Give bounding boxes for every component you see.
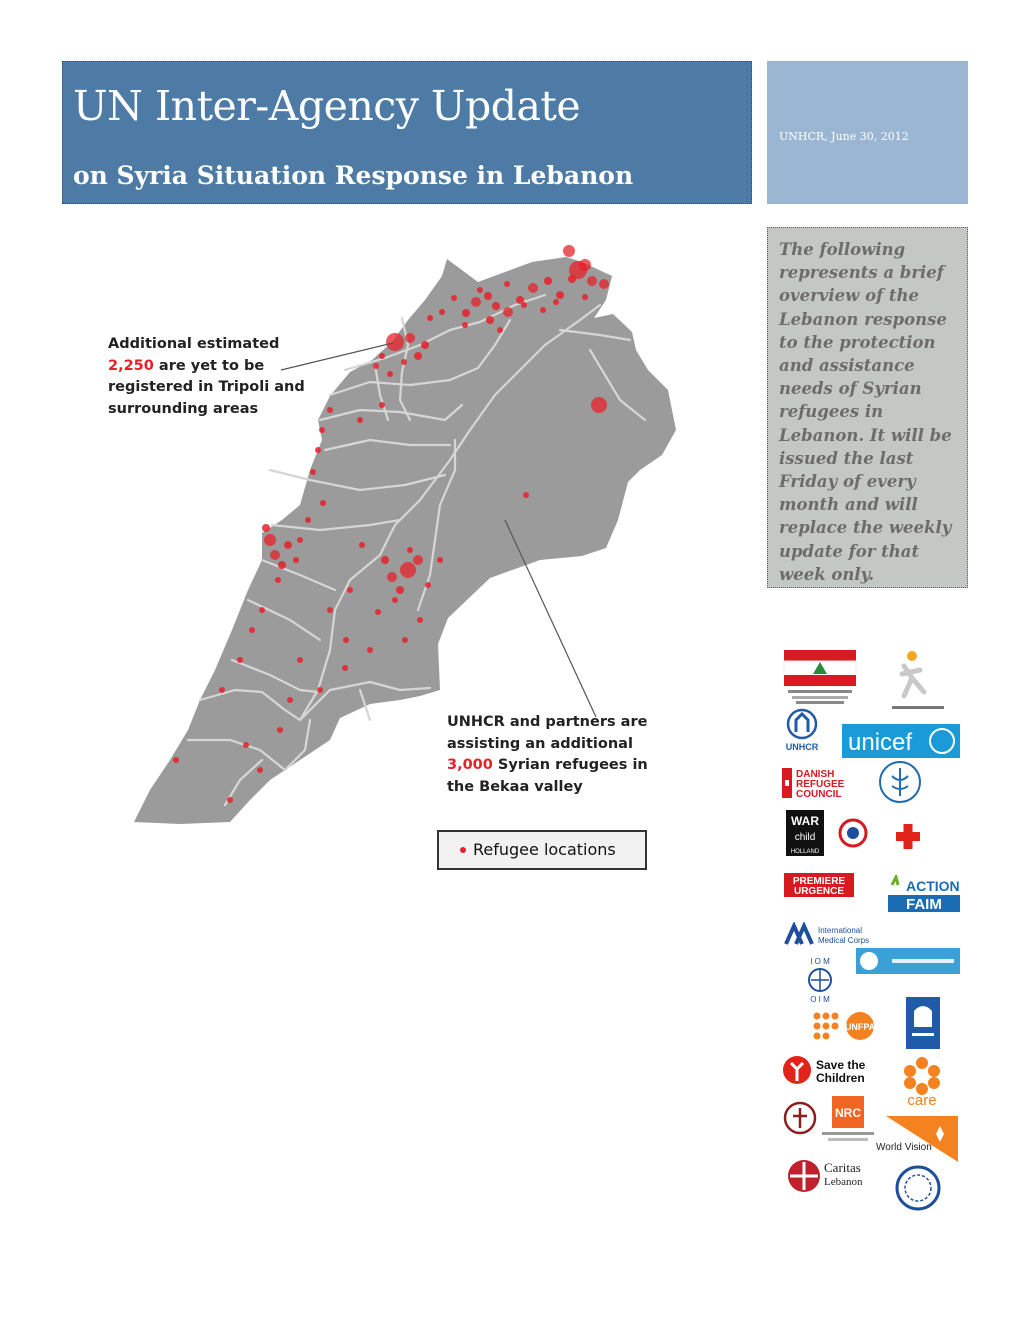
ministry-social-affairs-logo: [884, 648, 950, 714]
refugee-location-marker: [471, 297, 481, 307]
refugee-location-marker: [544, 277, 552, 285]
refugee-location-marker: [379, 353, 385, 359]
refugee-location-marker: [492, 302, 500, 310]
world-vision-logo: [874, 1112, 960, 1164]
humanitarian-organization-circular-logo: [894, 1164, 942, 1212]
refugee-location-marker: [277, 727, 283, 733]
qatar-charity-logo: [902, 993, 944, 1053]
refugee-location-marker: [437, 557, 443, 563]
refugee-location-marker: [343, 637, 349, 643]
legend-label: Refugee locations: [473, 840, 616, 859]
refugee-location-marker: [400, 562, 416, 578]
premiere-urgence-logo: [784, 873, 854, 905]
refugee-location-marker: [359, 542, 365, 548]
refugee-location-marker: [427, 315, 433, 321]
refugee-location-marker: [259, 607, 265, 613]
refugee-location-marker: [503, 307, 513, 317]
lebanon-government-logo: [782, 648, 858, 706]
refugee-location-marker: [396, 586, 404, 594]
svg-text:child: child: [794, 832, 816, 843]
svg-text:COUNCIL: COUNCIL: [796, 789, 842, 800]
svg-text:Children: Children: [816, 1071, 865, 1085]
svg-text:unicef: unicef: [848, 729, 913, 756]
refugee-location-marker: [293, 557, 299, 563]
refugee-location-marker: [582, 294, 588, 300]
action-contre-la-faim-logo: [886, 875, 962, 913]
refugee-location-marker: [451, 295, 457, 301]
refugee-location-marker: [568, 275, 576, 283]
svg-text:DANISH: DANISH: [796, 769, 835, 780]
refugee-location-marker: [439, 309, 445, 315]
refugee-location-marker: [375, 609, 381, 615]
organization-emblem-icon: [838, 818, 868, 848]
international-medical-corps-logo: [784, 922, 880, 946]
unicef-logo: [842, 724, 960, 758]
religious-organization-emblem: [782, 1100, 818, 1136]
svg-text:UNHCR: UNHCR: [785, 742, 819, 752]
refugee-location-marker: [342, 665, 348, 671]
refugee-location-marker: [327, 607, 333, 613]
war-child-logo: [786, 810, 824, 856]
svg-text:REFUGEE: REFUGEE: [796, 779, 845, 790]
refugee-location-marker: [402, 637, 408, 643]
refugee-location-marker: [262, 524, 270, 532]
svg-text:ACTION: ACTION: [906, 878, 960, 894]
refugee-location-marker: [347, 587, 353, 593]
refugee-location-marker: [425, 582, 431, 588]
refugee-location-marker: [278, 561, 286, 569]
refugee-location-marker: [521, 302, 527, 308]
refugee-location-marker: [407, 547, 413, 553]
svg-text:O I M: O I M: [810, 995, 830, 1004]
refugee-location-marker: [249, 627, 255, 633]
refugee-location-marker: [373, 363, 379, 369]
refugee-location-marker: [237, 657, 243, 663]
refugee-location-marker: [591, 397, 607, 413]
publication-date: UNHCR, June 30, 2012: [779, 130, 909, 143]
refugee-location-marker: [357, 417, 363, 423]
unhcr-logo: [782, 708, 822, 752]
refugee-location-marker: [257, 767, 263, 773]
refugee-location-marker: [297, 537, 303, 543]
refugee-location-marker: [540, 307, 546, 313]
intro-text: The following represents a brief overview of the Lebanon response to the protection and assistance needs of Syrian refugees in Lebanon. It will be issued the last Friday of every month and will replace the weekly update for that week only.: [779, 240, 952, 584]
map-legend: [437, 830, 647, 870]
nrc-logo: [820, 1094, 876, 1144]
welfare-association-banner-logo: [856, 948, 960, 974]
refugee-location-marker: [264, 534, 276, 546]
svg-text:care: care: [907, 1092, 937, 1107]
refugee-location-marker: [297, 657, 303, 663]
svg-text:URGENCE: URGENCE: [793, 886, 845, 897]
bekaa-annotation: UNHCR and partners are assisting an additional 3,000 Syrian refugees in the Bekaa valley: [447, 714, 648, 795]
refugee-location-marker: [387, 371, 393, 377]
refugee-location-marker: [553, 299, 559, 305]
svg-text:UNFPA: UNFPA: [844, 1022, 876, 1032]
refugee-location-marker: [556, 291, 564, 299]
refugee-location-marker: [243, 742, 249, 748]
danish-refugee-council-logo: [782, 766, 848, 800]
svg-text:Save the: Save the: [816, 1058, 866, 1072]
refugee-location-marker: [599, 279, 609, 289]
refugee-location-marker: [287, 697, 293, 703]
refugee-location-marker: [405, 333, 415, 343]
legend-marker-icon: [460, 847, 466, 853]
refugee-location-marker: [315, 447, 321, 453]
refugee-location-marker: [317, 687, 323, 693]
refugee-location-marker: [462, 322, 468, 328]
refugee-location-marker: [401, 359, 407, 365]
svg-text:FAIM: FAIM: [906, 896, 942, 913]
refugee-location-marker: [270, 550, 280, 560]
svg-text:PREMIERE: PREMIERE: [792, 876, 846, 887]
iom-logo: [800, 955, 840, 1005]
refugee-location-marker: [417, 617, 423, 623]
refugee-location-marker: [320, 500, 326, 506]
refugee-location-marker: [523, 492, 529, 498]
page-title: UN Inter-Agency Update: [73, 82, 581, 130]
svg-text:Medical Corps: Medical Corps: [818, 936, 870, 945]
refugee-location-marker: [319, 427, 325, 433]
tripoli-number: 2,250: [108, 357, 154, 374]
tripoli-annotation: Additional estimated 2,250 are yet to be registered in Tripoli and surrounding areas: [108, 336, 305, 417]
svg-text:Lebanon: Lebanon: [824, 1176, 863, 1188]
refugee-location-marker: [379, 402, 385, 408]
refugee-location-marker: [497, 327, 503, 333]
refugee-location-marker: [387, 572, 397, 582]
unfpa-logo: [812, 1010, 878, 1044]
bekaa-number: 3,000: [447, 757, 493, 773]
refugee-location-marker: [484, 292, 492, 300]
svg-text:NRC: NRC: [835, 1106, 861, 1120]
refugee-location-marker: [392, 597, 398, 603]
refugee-location-marker: [284, 541, 292, 549]
refugee-location-marker: [504, 281, 510, 287]
refugee-location-marker: [563, 245, 575, 257]
refugee-location-marker: [386, 333, 404, 351]
refugee-location-marker: [421, 341, 429, 349]
svg-text:HOLLAND: HOLLAND: [790, 849, 820, 855]
refugee-location-marker: [219, 687, 225, 693]
refugee-location-marker: [462, 309, 470, 317]
refugee-location-marker: [173, 757, 179, 763]
refugee-location-marker: [486, 316, 494, 324]
page-subtitle: on Syria Situation Response in Lebanon: [73, 161, 634, 190]
refugee-location-marker: [528, 283, 538, 293]
refugee-location-marker: [305, 517, 311, 523]
svg-text:International: International: [818, 926, 863, 935]
red-cross-red-crescent-logo: [888, 812, 964, 862]
refugee-location-marker: [587, 276, 597, 286]
fao-logo: [878, 760, 922, 804]
svg-text:World Vision: World Vision: [876, 1142, 932, 1153]
refugee-location-marker: [413, 555, 423, 565]
refugee-location-marker: [367, 647, 373, 653]
svg-text:WAR: WAR: [791, 814, 819, 828]
refugee-location-marker: [310, 469, 316, 475]
refugee-location-marker: [579, 259, 591, 271]
refugee-location-marker: [381, 556, 389, 564]
svg-text:Caritas: Caritas: [824, 1160, 861, 1175]
save-the-children-logo: [782, 1055, 872, 1087]
refugee-location-marker: [477, 287, 483, 293]
svg-text:I O M: I O M: [810, 957, 830, 966]
caritas-lebanon-logo: [786, 1156, 876, 1196]
refugee-location-marker: [414, 352, 422, 360]
refugee-location-marker: [227, 797, 233, 803]
care-logo: [898, 1055, 946, 1107]
refugee-location-marker: [275, 577, 281, 583]
